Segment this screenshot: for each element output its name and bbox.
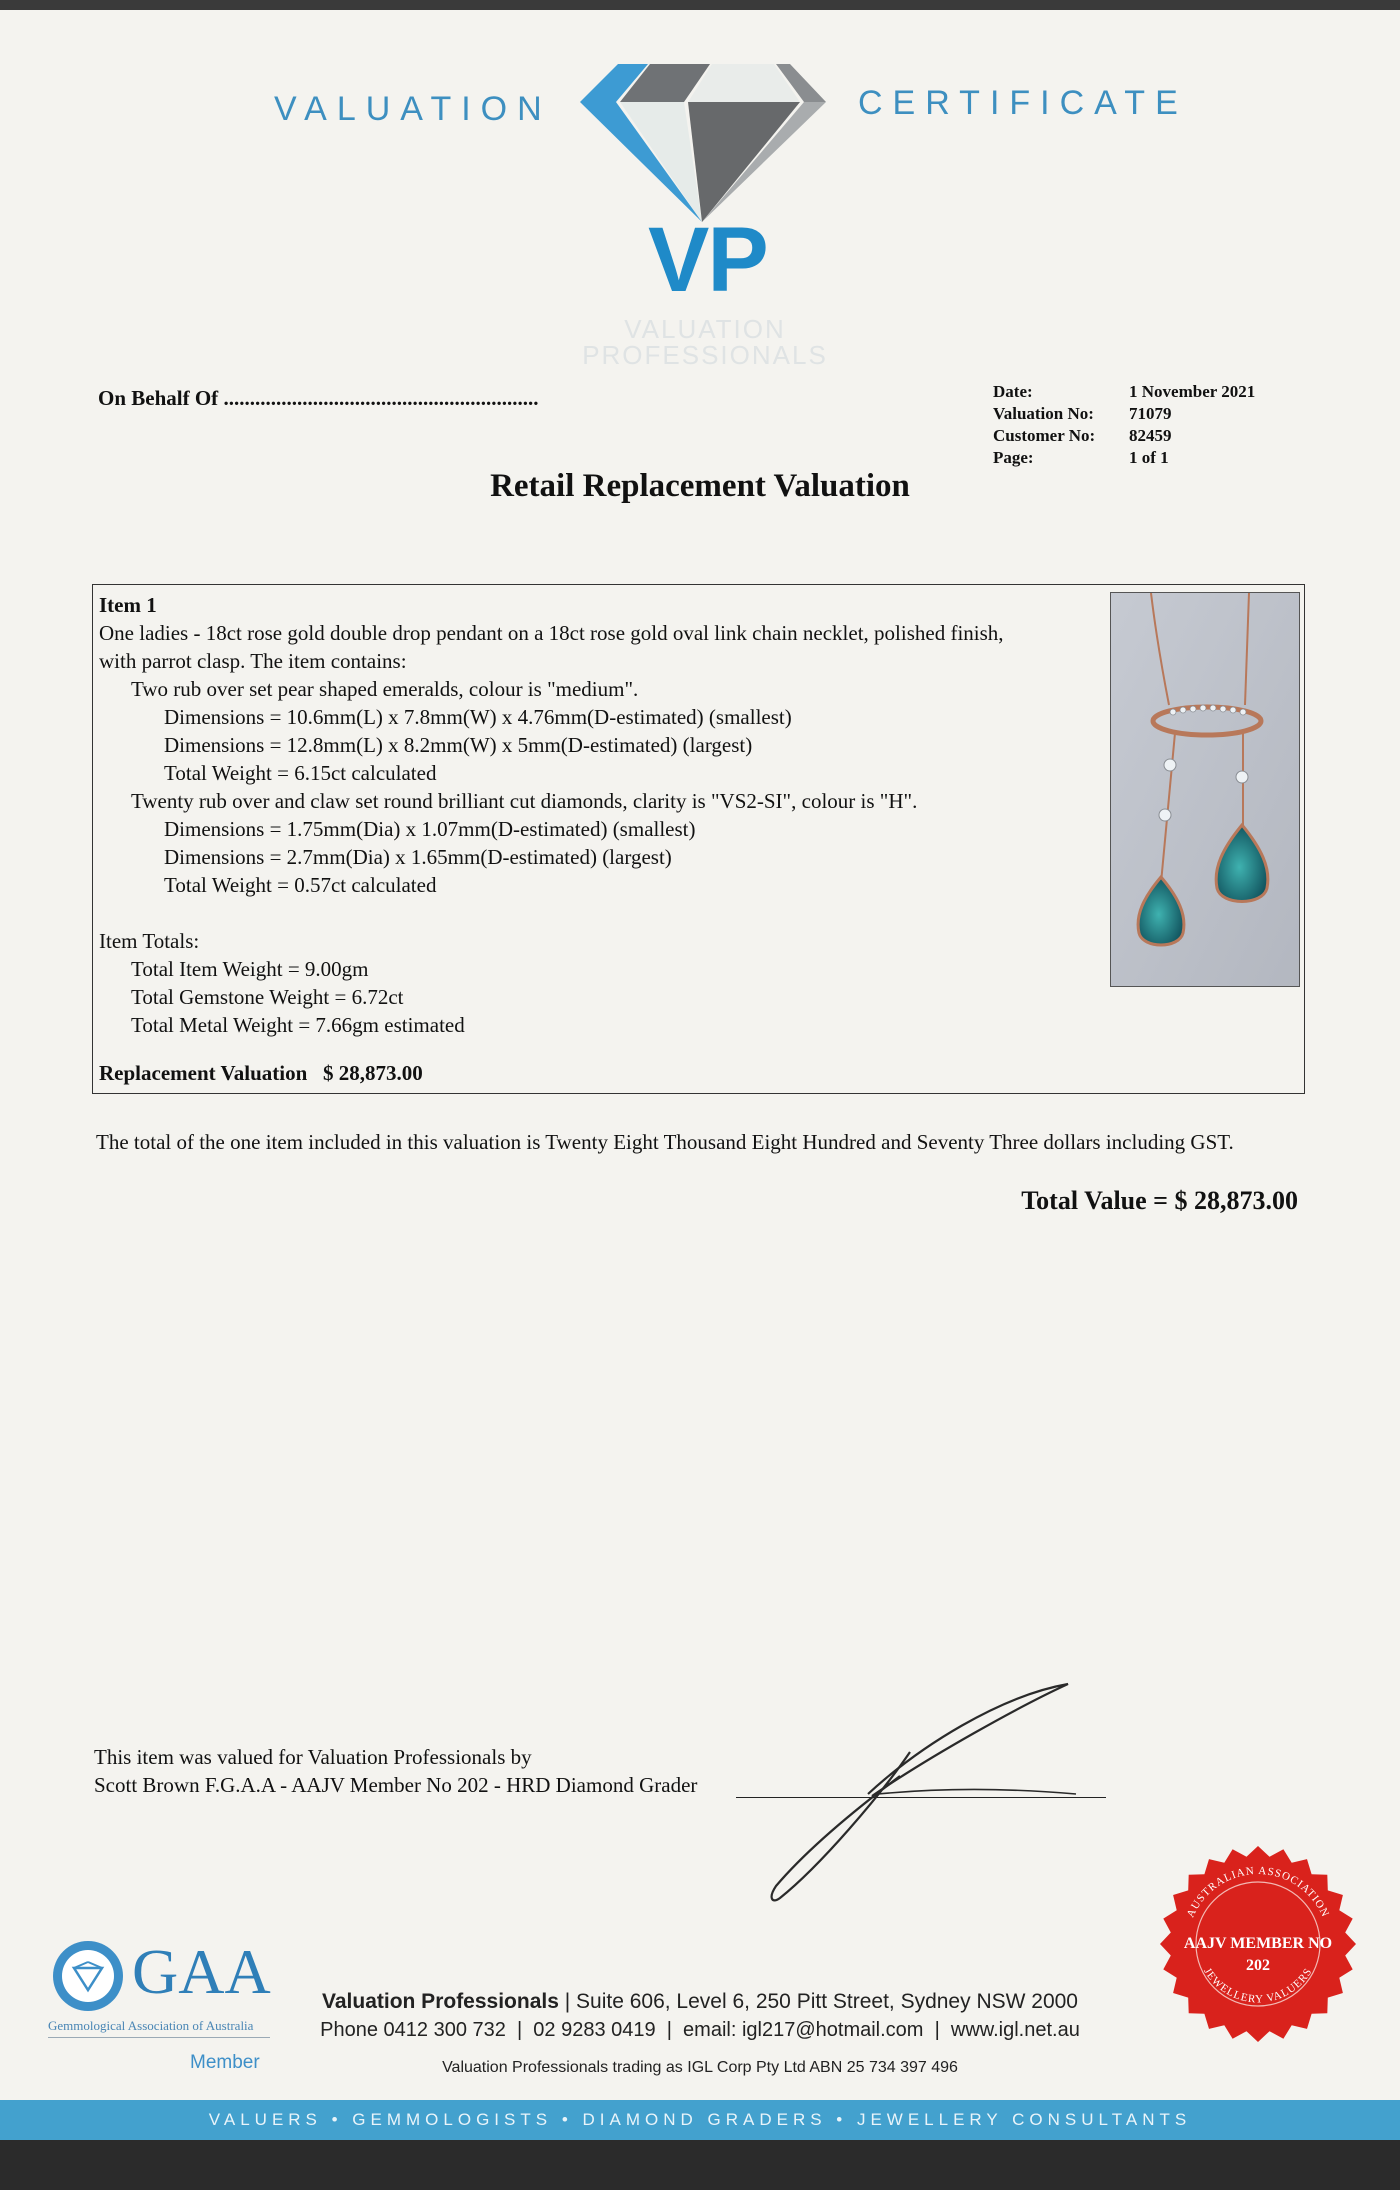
diamond-dimensions-largest: Dimensions = 2.7mm(Dia) x 1.65mm(D-estimated) (largest) (164, 845, 672, 869)
diamond-total-weight: Total Weight = 0.57ct calculated (164, 873, 437, 897)
meta-label-customer-no: Customer No: (993, 426, 1096, 445)
item-description-2: with parrot clasp. The item contains: (99, 649, 407, 673)
item-heading: Item 1 (99, 593, 157, 617)
item-description-1: One ladies - 18ct rose gold double drop pendant on a 18ct rose gold oval link chain necklet, polished finish, (99, 621, 1004, 645)
emerald-description: Two rub over set pear shaped emeralds, colour is "medium". (131, 677, 639, 701)
emerald-dimensions-smallest: Dimensions = 10.6mm(L) x 7.8mm(W) x 4.76mm(D-estimated) (smallest) (164, 705, 792, 729)
necklace-illustration-icon (1111, 593, 1299, 986)
bottom-edge (0, 2140, 1400, 2190)
total-item-weight: Total Item Weight = 9.00gm (131, 957, 369, 981)
gaa-member: Member (190, 2052, 260, 2073)
document-title: Retail Replacement Valuation (490, 468, 910, 504)
header-certificate-word: CERTIFICATE (858, 84, 1188, 122)
gaa-logo-letters: GAA (132, 1936, 271, 2007)
diamond-dimensions-smallest: Dimensions = 1.75mm(Dia) x 1.07mm(D-estimated) (smallest) (164, 817, 696, 841)
emerald-total-weight: Total Weight = 6.15ct calculated (164, 761, 437, 785)
valuer-line-1: This item was valued for Valuation Professionals by (94, 1745, 532, 1769)
replacement-valuation: Replacement Valuation $ 28,873.00 (99, 1061, 423, 1085)
header-valuation-word: VALUATION (274, 90, 552, 128)
valuation-summary: The total of the one item included in this valuation is Twenty Eight Thousand Eight Hundred and Seventy Three dollars including GST. (96, 1130, 1234, 1154)
aajv-seal-icon (1158, 1844, 1358, 2044)
meta-value-date: 1 November 2021 (1129, 382, 1256, 401)
vp-logo-letters: VP (648, 209, 767, 311)
emerald-dimensions-largest: Dimensions = 12.8mm(L) x 8.2mm(W) x 5mm(D-estimated) (largest) (164, 733, 753, 757)
services-text: VALUERS • GEMMOLOGISTS • DIAMOND GRADERS • JEWELLERY CONSULTANTS (208, 2110, 1192, 2129)
signature-icon (760, 1676, 1080, 1916)
seal-top-text: AUSTRALIAN ASSOCIATION (1184, 1864, 1332, 1920)
top-edge (0, 0, 1400, 10)
footer-address: Valuation Professionals | Suite 606, Level 6, 250 Pitt Street, Sydney NSW 2000 (322, 1990, 1078, 2013)
logo-subtitle: VALUATION PROFESSIONALS (582, 314, 828, 370)
total-metal-weight: Total Metal Weight = 7.66gm estimated (131, 1013, 465, 1037)
footer-contact: Phone 0412 300 732 | 02 9283 0419 | email: igl217@hotmail.com | www.igl.net.au (320, 2019, 1080, 2041)
services-band (0, 2100, 1400, 2140)
diamond-logo-icon (578, 58, 828, 228)
meta-label-page: Page: (993, 448, 1034, 467)
gaa-organisation: Gemmological Association of Australia (48, 2018, 254, 2033)
on-behalf-of: On Behalf Of ............................................................ (98, 386, 539, 410)
meta-label-valuation-no: Valuation No: (993, 404, 1094, 423)
meta-label-date: Date: (993, 382, 1033, 401)
meta-value-page: 1 of 1 (1129, 448, 1169, 467)
valuer-line-2: Scott Brown F.G.A.A - AAJV Member No 202 - HRD Diamond Grader (94, 1773, 698, 1797)
aajv-seal (1158, 1844, 1358, 2044)
seal-member-label: AAJV MEMBER NO (1183, 1935, 1333, 1952)
footer-trading: Valuation Professionals trading as IGL Corp Pty Ltd ABN 25 734 397 496 (442, 2059, 958, 2076)
total-gemstone-weight: Total Gemstone Weight = 6.72ct (131, 985, 404, 1009)
diamond-description: Twenty rub over and claw set round brilliant cut diamonds, clarity is "VS2-SI", colour is "H". (131, 789, 918, 813)
seal-member-number: 202 (1246, 1957, 1270, 1974)
total-value: Total Value = $ 28,873.00 (1021, 1186, 1298, 1215)
meta-value-customer-no: 82459 (1129, 426, 1172, 445)
necklace-photo (1110, 592, 1300, 987)
seal-bottom-text: JEWELLERY VALUERS (1201, 1965, 1315, 2006)
meta-value-valuation-no: 71079 (1129, 404, 1172, 423)
item-totals-heading: Item Totals: (99, 929, 200, 953)
